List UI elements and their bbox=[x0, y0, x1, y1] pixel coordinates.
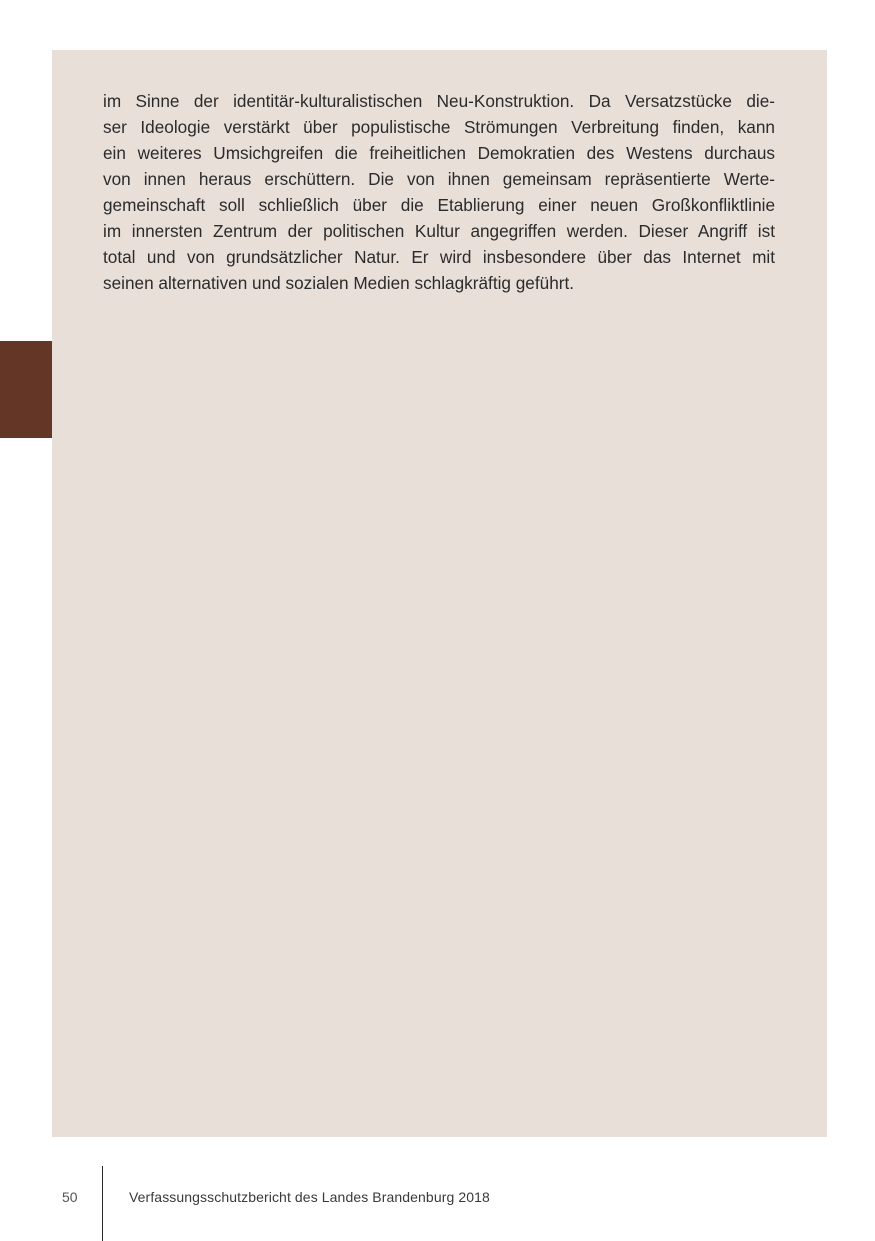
footer-divider bbox=[102, 1166, 103, 1241]
body-line: im Sinne der identitär-kulturalistischen Neu-Konstruktion. Da Versatzstücke die- bbox=[103, 91, 775, 111]
body-paragraph bbox=[103, 88, 775, 296]
body-line: ein weiteres Umsichgreifen die freiheitlichen Demokratien des Westens durchaus bbox=[103, 143, 775, 163]
body-line: total und von grundsätzlicher Natur. Er wird insbesondere über das Internet mit bbox=[103, 247, 775, 267]
footer-publication-title: Verfassungsschutzbericht des Landes Brandenburg 2018 bbox=[129, 1189, 490, 1205]
body-line: seinen alternativen und sozialen Medien schlagkräftig geführt. bbox=[103, 273, 575, 293]
body-line: gemeinschaft soll schließlich über die Etablierung einer neuen Großkonfliktlinie bbox=[103, 195, 775, 215]
body-line: ser Ideologie verstärkt über populistische Strömungen Verbreitung finden, kann bbox=[103, 117, 775, 137]
chapter-side-tab bbox=[0, 341, 52, 438]
body-line: im innersten Zentrum der politischen Kultur angegriffen werden. Dieser Angriff ist bbox=[103, 221, 775, 241]
body-line: von innen heraus erschüttern. Die von ihnen gemeinsam repräsentierte Werte- bbox=[103, 169, 775, 189]
page-number: 50 bbox=[62, 1189, 78, 1205]
